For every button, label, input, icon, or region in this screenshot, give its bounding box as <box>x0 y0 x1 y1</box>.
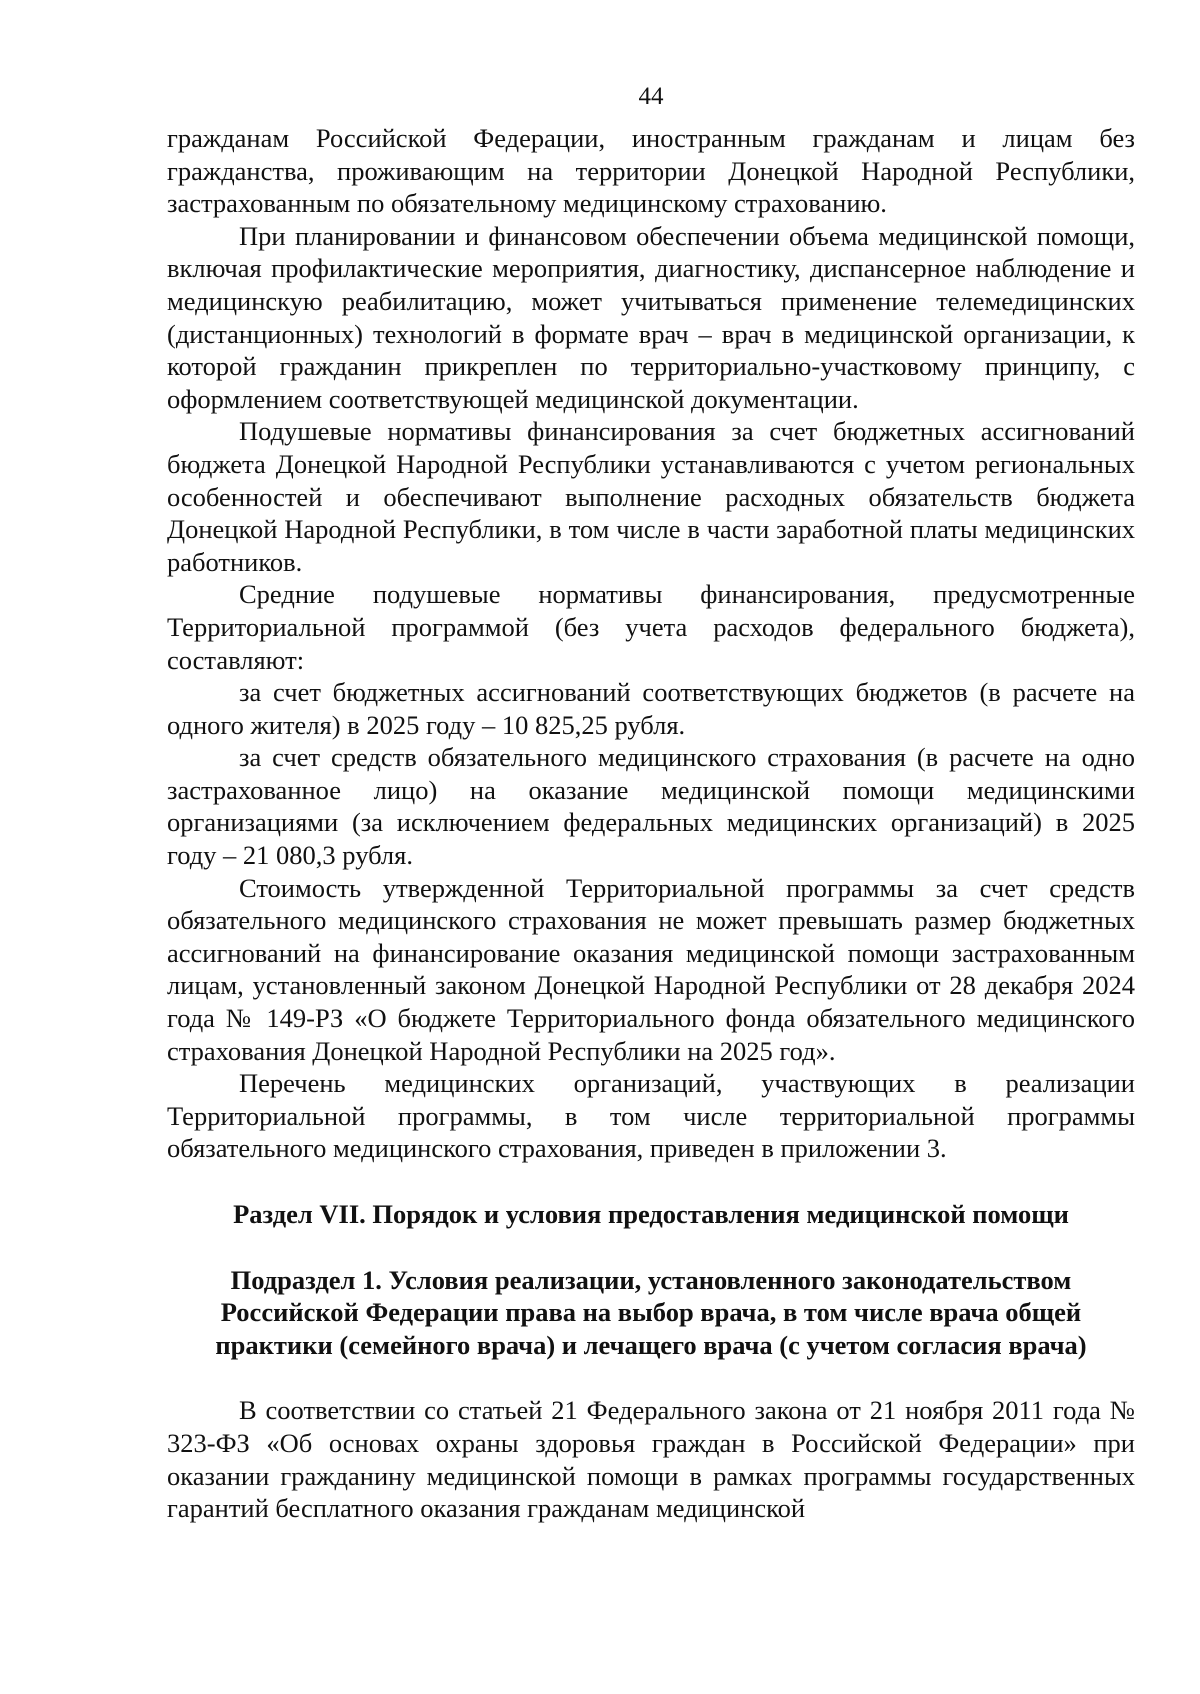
paragraph-6: за счет средств обязательного медицинского страхования (в расчете на одно застрахованное лицо) на оказание медицинской помощи медицинскими организациями (за исключением федеральных медицинских организаций) в 2025 году – 21 080,3 рубля. <box>167 742 1135 871</box>
paragraph-4: Средние подушевые нормативы финансирования, предусмотренные Территориальной программой (без учета расходов федерального бюджета), составляют: <box>167 579 1135 675</box>
subsection-heading-line-1: Подраздел 1. Условия реализации, установленного законодательством <box>230 1264 1072 1295</box>
paragraph-5: за счет бюджетных ассигнований соответствующих бюджетов (в расчете на одного жителя) в 2025 году – 10 825,25 рубля. <box>167 677 1135 740</box>
subsection-heading <box>167 1264 1135 1362</box>
paragraph-8: Перечень медицинских организаций, участвующих в реализации Территориальной программы, в том числе территориальной программы обязательного медицинского страхования, приведен в приложении 3. <box>167 1068 1135 1164</box>
paragraph-7: Стоимость утвержденной Территориальной программы за счет средств обязательного медицинского страхования не может превышать размер бюджетных ассигнований на финансирование оказания медицинской помощи застрахованным лицам, установленный законом Донецкой Народной Республики от 28 декабря 2024 года № 149-РЗ «О бюджете Территориального фонда обязательного медицинского страхования Донецкой Народной Республики на 2025 год». <box>167 872 1135 1066</box>
subsection-heading-line-2: Российской Федерации права на выбор врача, в том числе врача общей <box>220 1297 1082 1328</box>
subsection-heading-line-3: практики (семейного врача) и лечащего врача (с учетом согласия врача) <box>215 1329 1087 1360</box>
paragraph-9: В соответствии со статьей 21 Федерального закона от 21 ноября 2011 года № 323-ФЗ «Об основах охраны здоровья граждан в Российской Федерации» при оказании гражданину медицинской помощи в рамках программы государственных гарантий бесплатного оказания гражданам медицинской <box>167 1395 1135 1524</box>
paragraph-2: При планировании и финансовом обеспечении объема медицинской помощи, включая профилактические мероприятия, диагностику, диспансерное наблюдение и медицинскую реабилитацию, может учитываться применение телемедицинских (дистанционных) технологий в формате врач – врач в медицинской организации, к которой гражданин прикреплен по территориально-участковому принципу, с оформлением соответствующей медицинской документации. <box>167 220 1135 414</box>
paragraph-1: гражданам Российской Федерации, иностранным гражданам и лицам без гражданства, проживающим на территории Донецкой Народной Республики, застрахованным по обязательному медицинскому страхованию. <box>167 123 1135 219</box>
section-heading: Раздел VII. Порядок и условия предоставления медицинской помощи <box>233 1199 1069 1229</box>
paragraph-3: Подушевые нормативы финансирования за счет бюджетных ассигнований бюджета Донецкой Народной Республики устанавливаются с учетом региональных особенностей и обеспечивают выполнение расходных обязательств бюджета Донецкой Народной Республики, в том числе в части заработной платы медицинских работников. <box>167 416 1135 577</box>
page-number: 44 <box>638 83 664 110</box>
document-body <box>167 122 1135 1525</box>
